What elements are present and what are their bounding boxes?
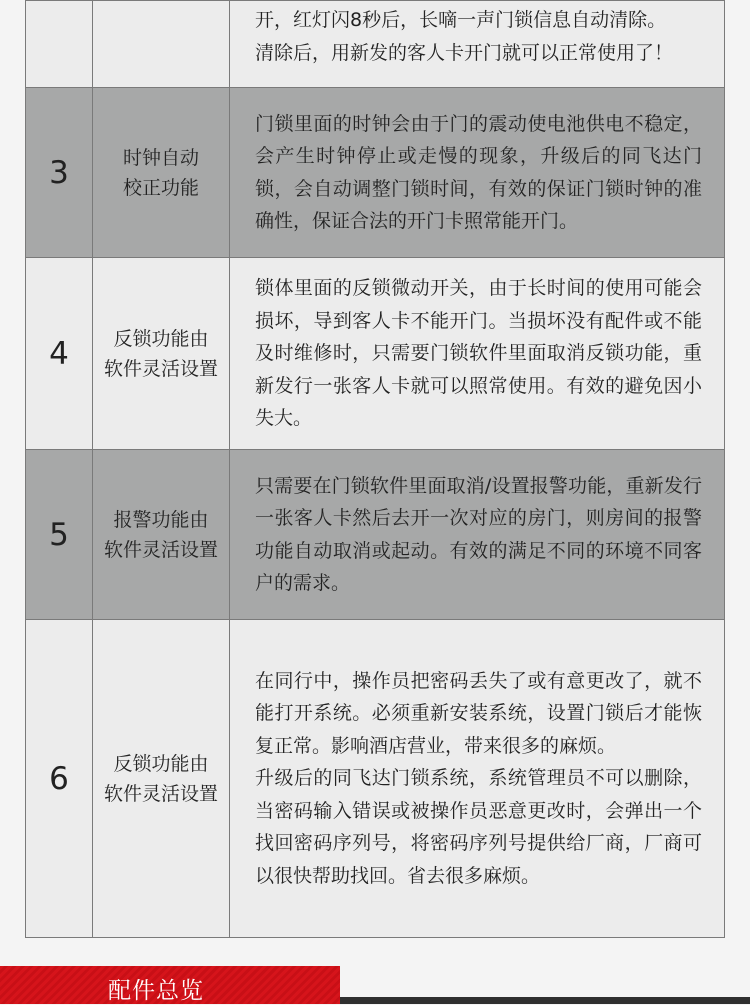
row-feature-name xyxy=(93,620,230,938)
row-description: 锁体里面的反锁微动开关，由于长时间的使用可能会损坏，导到客人卡不能开门。当损坏没有配件或不能及时维修时，只需要门锁软件里面取消反锁功能，重新发行一张客人卡就可以照常使用。有效的避免因小失大。 xyxy=(230,258,725,450)
row-feature-name xyxy=(93,258,230,450)
table-row xyxy=(26,620,725,938)
feature-name-text: 反锁功能由 软件灵活设置 xyxy=(103,752,218,805)
row-feature-name xyxy=(93,450,230,620)
feature-table xyxy=(25,0,725,938)
row-feature-name xyxy=(93,1,230,88)
feature-name-text: 报警功能由 软件灵活设置 xyxy=(103,508,218,561)
table-row-continued xyxy=(26,1,725,88)
section-header-bar xyxy=(0,966,750,1004)
row-number: 3 xyxy=(26,88,93,258)
section-title: 配件总览 xyxy=(108,978,204,1004)
table-row xyxy=(26,88,725,258)
section-divider xyxy=(340,997,750,1004)
section-title-tab xyxy=(0,966,340,1004)
row-description: 开，红灯闪8秒后，长嘀一声门锁信息自动清除。 清除后，用新发的客人卡开门就可以正常使用了！ xyxy=(230,1,725,88)
feature-name-text: 反锁功能由 软件灵活设置 xyxy=(103,327,218,380)
row-number: 6 xyxy=(26,620,93,938)
row-description: 门锁里面的时钟会由于门的震动使电池供电不稳定，会产生时钟停止或走慢的现象，升级后的同飞达门锁，会自动调整门锁时间，有效的保证门锁时钟的准确性，保证合法的开门卡照常能开门。 xyxy=(230,88,725,258)
row-feature-name xyxy=(93,88,230,258)
row-number: 4 xyxy=(26,258,93,450)
row-number xyxy=(26,1,93,88)
feature-name-text: 时钟自动 校正功能 xyxy=(122,146,199,199)
row-description: 在同行中，操作员把密码丢失了或有意更改了，就不能打开系统。必须重新安装系统，设置门锁后才能恢复正常。影响酒店营业，带来很多的麻烦。 升级后的同飞达门锁系统，系统管理员不可以删除，当密码输入错误或被操作员恶意更改时，会弹出一个找回密码序列号，将密码序列号提供给厂商，厂商可以很快帮助找回。省去很多麻烦。 xyxy=(230,620,725,938)
table-row xyxy=(26,450,725,620)
row-number: 5 xyxy=(26,450,93,620)
table-row xyxy=(26,258,725,450)
row-description: 只需要在门锁软件里面取消/设置报警功能，重新发行一张客人卡然后去开一次对应的房门，则房间的报警功能自动取消或起动。有效的满足不同的环境不同客户的需求。 xyxy=(230,450,725,620)
